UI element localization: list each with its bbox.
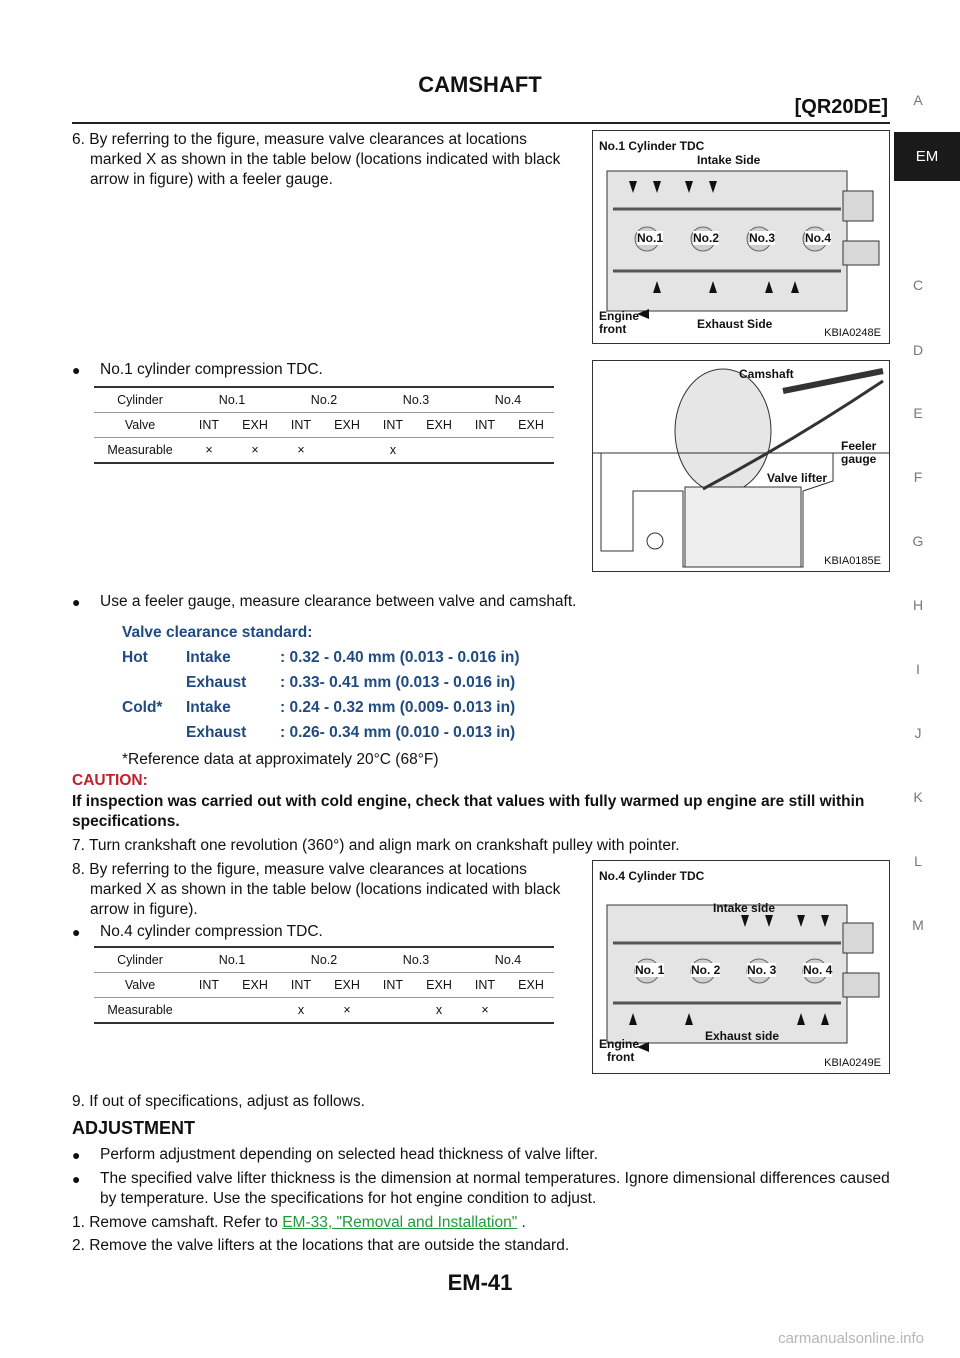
- feeler-gauge-diagram: [593, 361, 889, 571]
- tab-k[interactable]: K: [913, 789, 923, 805]
- table-cell: No.2: [278, 387, 370, 413]
- table-cell: x: [370, 438, 416, 464]
- spec-row: Cold* Intake : 0.24 - 0.32 mm (0.009- 0.013 in): [122, 699, 516, 716]
- table-cell: ×: [462, 998, 508, 1024]
- step-6-text: 6. By referring to the figure, measure valve clearances at locations marked X as shown in the table below (locations indicated with black arrow in figure) with a feeler gauge.: [72, 131, 561, 188]
- page-title: CAMSHAFT: [418, 72, 542, 97]
- table-cell: [324, 438, 370, 464]
- bullet-icon: ●: [72, 594, 81, 610]
- fig1-cyl1: No.1: [637, 231, 664, 245]
- table-no1-measurable: [94, 386, 554, 464]
- table-cell: EXH: [232, 413, 278, 438]
- spec-row: Exhaust : 0.33- 0.41 mm (0.013 - 0.016 in): [186, 674, 516, 691]
- spec-row: Hot Intake : 0.32 - 0.40 mm (0.013 - 0.016 in): [122, 649, 520, 666]
- table-cell: Measurable: [94, 438, 186, 464]
- table-cell: x: [416, 998, 462, 1024]
- table-cell: INT: [462, 413, 508, 438]
- table-cell: x: [278, 998, 324, 1024]
- table-row: [94, 947, 554, 973]
- fig2-code: KBIA0185E: [824, 555, 881, 567]
- table-cell: EXH: [508, 413, 554, 438]
- table-cell: No.3: [370, 947, 462, 973]
- table-cell: [508, 438, 554, 464]
- table-cell: [416, 438, 462, 464]
- table-cell: No.4: [462, 947, 554, 973]
- fig3-cyl2: No. 2: [691, 963, 721, 977]
- fig1-cyl2: No.2: [693, 231, 720, 245]
- tab-d[interactable]: D: [912, 342, 924, 358]
- table-cell: INT: [370, 413, 416, 438]
- tab-m[interactable]: M: [912, 917, 924, 933]
- caution-heading: CAUTION:: [72, 772, 148, 789]
- adjustment-bullet-2: The specified valve lifter thickness is the dimension at normal temperatures. Ignore dimensional differences caused by temperature. Use the specifications for hot engine condition to adjust.: [100, 1170, 890, 1207]
- figure-feeler-gauge: [592, 360, 890, 572]
- step-8-text: 8. By referring to the figure, measure valve clearances at locations marked X as shown in the table below (locations indicated with black arrow in figure).: [72, 861, 561, 918]
- table-row: [94, 973, 554, 998]
- fig1-exhaust-label: Exhaust Side: [697, 317, 773, 331]
- table-cell: ×: [278, 438, 324, 464]
- table-cell: [232, 998, 278, 1024]
- table-cell: INT: [370, 973, 416, 998]
- table-cell: [508, 998, 554, 1024]
- table-cell: Valve: [94, 413, 186, 438]
- fig1-code: KBIA0248E: [824, 327, 881, 339]
- table-row: [94, 387, 554, 413]
- step-7-text: 7. Turn crankshaft one revolution (360°) and align mark on crankshaft pulley with pointer.: [72, 837, 680, 854]
- fig2-feeler-label-1: Feeler: [841, 439, 877, 453]
- tab-i[interactable]: I: [916, 661, 920, 677]
- table-cell: EXH: [508, 973, 554, 998]
- table-no4-measurable: [94, 946, 554, 1024]
- table-cell: Measurable: [94, 998, 186, 1024]
- page-number: EM-41: [447, 1270, 513, 1295]
- spec-row: Exhaust : 0.26- 0.34 mm (0.010 - 0.013 in): [186, 724, 516, 741]
- removal-installation-link[interactable]: EM-33, "Removal and Installation": [282, 1214, 518, 1231]
- fig3-code: KBIA0249E: [824, 1057, 881, 1069]
- table-cell: INT: [278, 973, 324, 998]
- table-cell: Valve: [94, 973, 186, 998]
- table-cell: No.3: [370, 387, 462, 413]
- adjustment-step-2: 2. Remove the valve lifters at the locations that are outside the standard.: [72, 1237, 570, 1254]
- table-cell: EXH: [232, 973, 278, 998]
- table-cell: No.2: [278, 947, 370, 973]
- adjustment-heading: ADJUSTMENT: [72, 1118, 196, 1138]
- figure-no4-cylinder-tdc: [592, 860, 890, 1074]
- watermark: carmanualsonline.info: [778, 1330, 924, 1347]
- fig3-engine-front-1: Engine: [599, 1037, 640, 1051]
- bullet-icon: ●: [72, 1147, 81, 1163]
- table-cell: ×: [186, 438, 232, 464]
- fig1-engine-front-2: front: [599, 322, 627, 336]
- fig3-exhaust-label: Exhaust side: [705, 1029, 780, 1043]
- table-cell: [462, 438, 508, 464]
- tab-e[interactable]: E: [913, 405, 923, 421]
- no1-tdc-text: No.1 cylinder compression TDC.: [100, 361, 323, 378]
- fig3-engine-front-2: front: [607, 1050, 635, 1064]
- fig3-title: No.4 Cylinder TDC: [599, 869, 705, 883]
- table-cell: EXH: [416, 973, 462, 998]
- fig2-camshaft-label: Camshaft: [739, 367, 794, 381]
- tab-a[interactable]: A: [913, 92, 923, 108]
- tab-j[interactable]: J: [914, 725, 922, 741]
- table-cell: INT: [278, 413, 324, 438]
- tab-l[interactable]: L: [914, 853, 922, 869]
- figure-no1-cylinder-tdc: [592, 130, 890, 344]
- table-cell: ×: [232, 438, 278, 464]
- table-cell: INT: [186, 413, 232, 438]
- table-cell: Cylinder: [94, 387, 186, 413]
- tab-em[interactable]: EM: [894, 132, 960, 181]
- table-cell: No.4: [462, 387, 554, 413]
- caution-text: If inspection was carried out with cold engine, check that values with fully warmed up engine are still within specifications.: [72, 793, 865, 830]
- tab-c[interactable]: C: [912, 277, 924, 293]
- table-cell: No.1: [186, 387, 278, 413]
- table-cell: EXH: [416, 413, 462, 438]
- table-cell: No.1: [186, 947, 278, 973]
- spec-title: Valve clearance standard:: [122, 624, 313, 641]
- bullet-icon: ●: [72, 362, 81, 378]
- table-cell: [370, 998, 416, 1024]
- table-cell: INT: [186, 973, 232, 998]
- table-cell: INT: [462, 973, 508, 998]
- table-cell: EXH: [324, 413, 370, 438]
- fig3-intake-label: Intake side: [713, 901, 776, 915]
- table-row: [94, 413, 554, 438]
- reference-note: *Reference data at approximately 20°C (68°F): [122, 751, 439, 768]
- adjustment-step-1: 1. Remove camshaft. Refer to EM-33, "Removal and Installation" .: [72, 1214, 526, 1231]
- tab-f[interactable]: F: [913, 469, 923, 485]
- tab-g[interactable]: G: [912, 533, 924, 549]
- fig1-intake-label: Intake Side: [697, 153, 761, 167]
- fig2-feeler-label-2: gauge: [841, 452, 877, 466]
- table-cell: Cylinder: [94, 947, 186, 973]
- fig1-cyl3: No.3: [749, 231, 776, 245]
- no4-tdc-text: No.4 cylinder compression TDC.: [100, 923, 323, 940]
- fig2-lifter-label: Valve lifter: [767, 471, 828, 485]
- bullet-icon: ●: [72, 1171, 81, 1187]
- table-row: [94, 998, 554, 1024]
- table-cell: EXH: [324, 973, 370, 998]
- fig3-cyl3: No. 3: [747, 963, 777, 977]
- tab-h[interactable]: H: [912, 597, 924, 613]
- feeler-gauge-text: Use a feeler gauge, measure clearance between valve and camshaft.: [100, 593, 577, 610]
- fig1-cyl4: No.4: [805, 231, 832, 245]
- engine-model: [QR20DE]: [794, 96, 888, 118]
- fig1-engine-front-1: Engine: [599, 309, 640, 323]
- fig3-cyl4: No. 4: [803, 963, 833, 977]
- header-divider: [72, 122, 890, 124]
- table-cell: ×: [324, 998, 370, 1024]
- bullet-icon: ●: [72, 924, 81, 940]
- fig1-title: No.1 Cylinder TDC: [599, 139, 705, 153]
- step-9-text: 9. If out of specifications, adjust as follows.: [72, 1093, 365, 1110]
- adjustment-bullet-1: Perform adjustment depending on selected head thickness of valve lifter.: [100, 1146, 599, 1163]
- table-row: [94, 438, 554, 464]
- valve-clearance-spec: [122, 620, 520, 745]
- fig3-cyl1: No. 1: [635, 963, 665, 977]
- table-cell: [186, 998, 232, 1024]
